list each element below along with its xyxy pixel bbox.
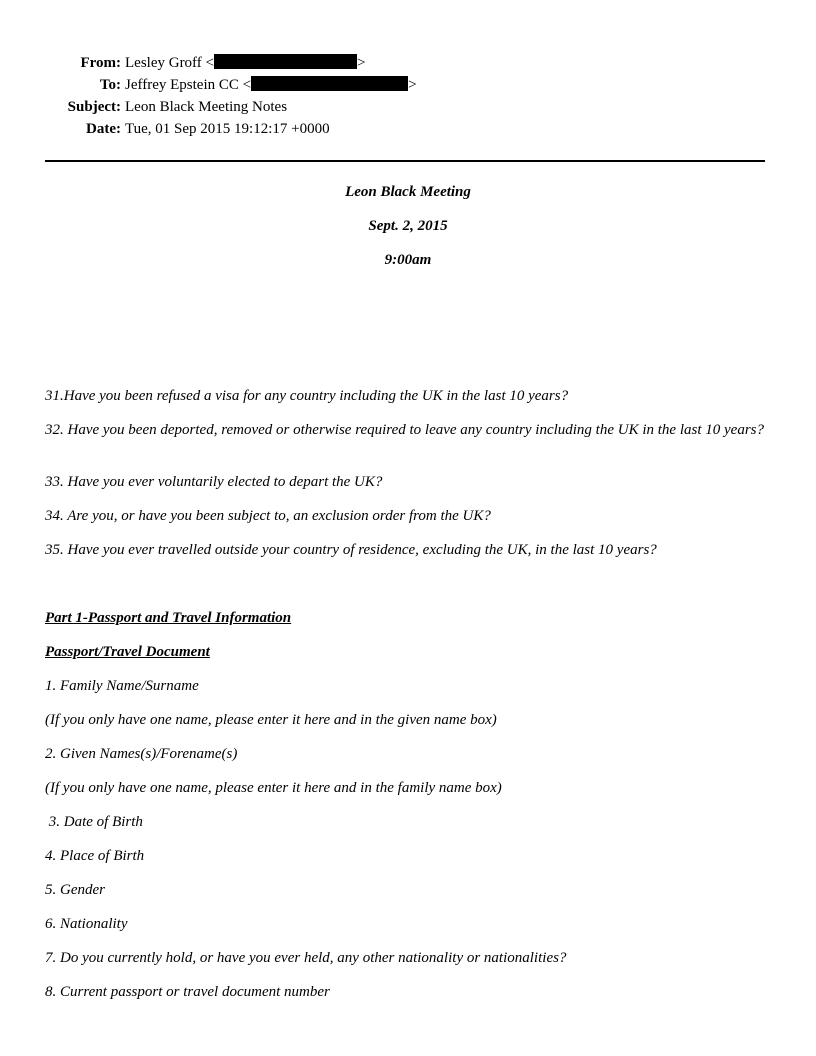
- from-close: >: [357, 55, 366, 71]
- question-34: 34. Are you, or have you been subject to, an exclusion order from the UK?: [45, 508, 491, 524]
- list-item: 4. Place of Birth: [45, 848, 145, 864]
- meeting-title: Leon Black Meeting: [345, 184, 471, 200]
- date-label: Date:: [86, 121, 121, 137]
- from-value: Lesley Groff <: [125, 55, 214, 71]
- list-item: 2. Given Names(s)/Forename(s): [45, 746, 238, 762]
- subject-row: [0, 96, 287, 118]
- list-item: 5. Gender: [45, 882, 105, 898]
- list-item: 7. Do you currently hold, or have you ever held, any other nationality or nationalities?: [45, 950, 567, 966]
- question-32: 32. Have you been deported, removed or otherwise required to leave any country including the UK in the last 10 years?: [45, 422, 765, 438]
- date-row: [0, 118, 330, 140]
- from-label: From:: [80, 55, 121, 71]
- list-item: (If you only have one name, please enter it here and in the family name box): [45, 780, 502, 796]
- question-31: 31.Have you been refused a visa for any country including the UK in the last 10 years?: [45, 388, 569, 404]
- passport-subheading: Passport/Travel Document: [45, 644, 210, 660]
- list-item: 8. Current passport or travel document number: [45, 984, 330, 1000]
- date-value: Tue, 01 Sep 2015 19:12:17 +0000: [125, 121, 330, 137]
- to-close: >: [408, 77, 417, 93]
- question-35: 35. Have you ever travelled outside your country of residence, excluding the UK, in the last 10 years?: [45, 542, 657, 558]
- to-value: Jeffrey Epstein CC <: [125, 77, 252, 93]
- meeting-time: 9:00am: [384, 252, 432, 268]
- subject-label: Subject:: [67, 99, 121, 115]
- meeting-date: Sept. 2, 2015: [368, 218, 448, 234]
- question-33: 33. Have you ever voluntarily elected to depart the UK?: [45, 474, 383, 490]
- list-item: 1. Family Name/Surname: [45, 678, 199, 694]
- redaction-block: [251, 76, 408, 91]
- list-item: 3. Date of Birth: [45, 814, 143, 830]
- redaction-block: [214, 54, 357, 69]
- subject-value: Leon Black Meeting Notes: [125, 99, 288, 115]
- to-row: [0, 74, 417, 96]
- from-row: [0, 52, 365, 74]
- header-divider: [45, 160, 765, 162]
- list-item: (If you only have one name, please enter it here and in the given name box): [45, 712, 497, 728]
- list-item: 6. Nationality: [45, 916, 128, 932]
- part1-heading: Part 1-Passport and Travel Information: [45, 610, 292, 626]
- to-label: To:: [99, 77, 121, 93]
